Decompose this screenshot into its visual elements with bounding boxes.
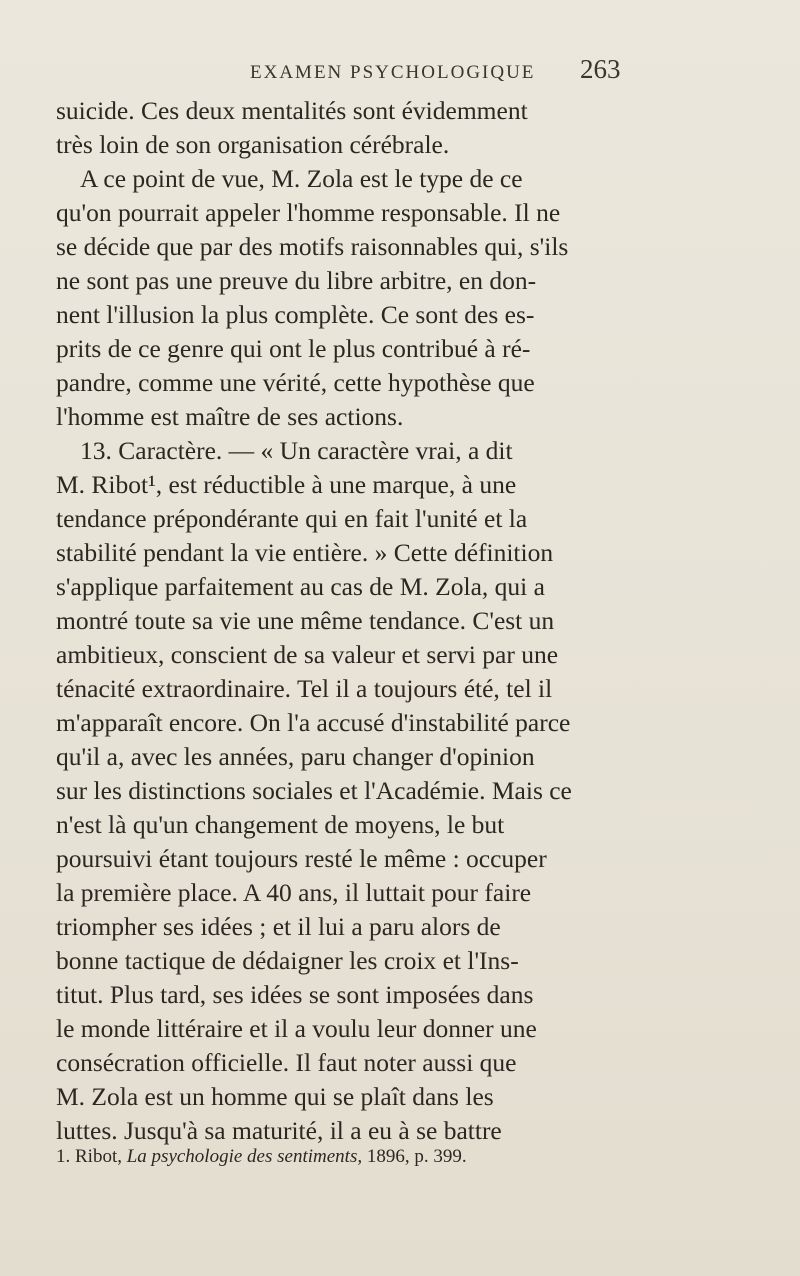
text-line: pandre, comme une vérité, cette hypothèse que xyxy=(56,368,535,397)
text-line: s'applique parfaitement au cas de M. Zola, qui a xyxy=(56,572,545,601)
text-line: consécration officielle. Il faut noter aussi que xyxy=(56,1048,517,1077)
text-line: ne sont pas une preuve du libre arbitre, en don- xyxy=(56,266,537,295)
text-line: la première place. A 40 ans, il luttait pour faire xyxy=(56,878,532,907)
text-line: très loin de son organisation cérébrale. xyxy=(56,130,450,159)
text-line: M. Ribot¹, est réductible à une marque, à une xyxy=(56,470,517,499)
footnote-title: La psychologie des sentiments, xyxy=(126,1146,363,1167)
text-line: bonne tactique de dédaigner les croix et l'Ins- xyxy=(56,946,519,975)
text-line: luttes. Jusqu'à sa maturité, il a eu à se battre xyxy=(56,1116,502,1145)
page-header xyxy=(250,54,670,94)
text-line: montré toute sa vie une même tendance. C'est un xyxy=(56,606,555,635)
text-line: m'apparaît encore. On l'a accusé d'instabilité parce xyxy=(56,708,571,737)
section-heading-line: 13. Caractère. — « Un caractère vrai, a dit xyxy=(80,436,513,465)
text-line: nent l'illusion la plus complète. Ce sont des es- xyxy=(56,300,535,329)
text-line: ambitieux, conscient de sa valeur et servi par une xyxy=(56,640,559,669)
text-line: titut. Plus tard, ses idées se sont imposées dans xyxy=(56,980,534,1009)
text-line: ténacité extraordinaire. Tel il a toujours été, tel il xyxy=(56,674,553,703)
text-line: A ce point de vue, M. Zola est le type de ce xyxy=(80,164,523,193)
text-line: tendance prépondérante qui en fait l'unité et la xyxy=(56,504,528,533)
footnote-reference: 1896, p. 399. xyxy=(366,1146,467,1167)
footnote xyxy=(56,1146,467,1168)
text-line: poursuivi étant toujours resté le même : occuper xyxy=(56,844,547,873)
text-line: M. Zola est un homme qui se plaît dans les xyxy=(56,1082,494,1111)
running-title: EXAMEN PSYCHOLOGIQUE xyxy=(250,62,536,83)
text-line: triompher ses idées ; et il lui a paru alors de xyxy=(56,912,501,941)
text-line: l'homme est maître de ses actions. xyxy=(56,402,404,431)
text-line: le monde littéraire et il a voulu leur donner une xyxy=(56,1014,537,1043)
text-line: suicide. Ces deux mentalités sont évidemment xyxy=(56,96,528,125)
text-line: stabilité pendant la vie entière. » Cette définition xyxy=(56,538,554,567)
text-line: qu'on pourrait appeler l'homme responsable. Il ne xyxy=(56,198,561,227)
text-line: se décide que par des motifs raisonnables qui, s'ils xyxy=(56,232,569,261)
text-line: sur les distinctions sociales et l'Académie. Mais ce xyxy=(56,776,572,805)
footnote-marker: 1. Ribot, xyxy=(56,1146,122,1167)
page-number: 263 xyxy=(580,54,621,84)
text-line: qu'il a, avec les années, paru changer d'opinion xyxy=(56,742,535,771)
text-line: prits de ce genre qui ont le plus contribué à ré- xyxy=(56,334,531,363)
text-line: n'est là qu'un changement de moyens, le but xyxy=(56,810,505,839)
